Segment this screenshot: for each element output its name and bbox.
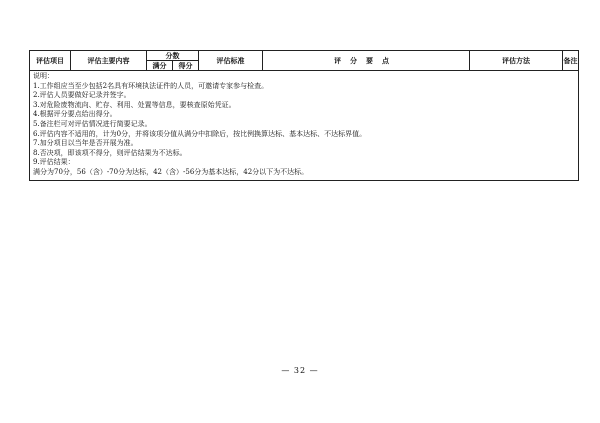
header-method: 评估方法	[470, 51, 563, 71]
notes-title: 说明：	[33, 72, 54, 80]
note-line: 5.备注栏可对评估情况进行简要记录。	[33, 119, 152, 128]
note-line: 满分为70分，56（含）-70分为达标，42（含）-56分为基本达标，42分以下为不达标。	[33, 167, 309, 176]
header-standard: 评估标准	[199, 51, 263, 71]
note-line: 6.评估内容不适用的，计为0分，并将该项分值从满分中扣除后，按比例换算达标、基本达标、不达标界值。	[33, 129, 367, 138]
header-got-score: 得分	[173, 61, 199, 71]
header-score: 分数	[147, 51, 199, 61]
header-remark: 备注	[563, 51, 579, 71]
note-line: 1.工作组应当至少包括2名具有环境执法证件的人员，可邀请专家参与检查。	[33, 81, 269, 90]
note-line: 7.加分项目以当年是否开展为准。	[33, 139, 138, 148]
header-content: 评估主要内容	[71, 51, 147, 71]
note-line: 8.否决项，即该项不得分，则评估结果为不达标。	[33, 148, 187, 157]
header-points: 评分要点	[263, 51, 470, 71]
note-line: 2.评估人员要做好记录并签字。	[33, 91, 131, 100]
note-line: 4.根据评分要点给出得分。	[33, 110, 117, 119]
notes-cell	[30, 71, 579, 181]
page-number: — 32 —	[281, 366, 319, 375]
header-item: 评估项目	[30, 51, 71, 71]
header-full-score: 满分	[147, 61, 173, 71]
evaluation-table	[29, 50, 579, 181]
note-line: 9.评估结果：	[33, 158, 75, 167]
note-line: 3.对危险废物流向、贮存、利用、处置等信息，要核查原始凭证。	[33, 100, 236, 109]
